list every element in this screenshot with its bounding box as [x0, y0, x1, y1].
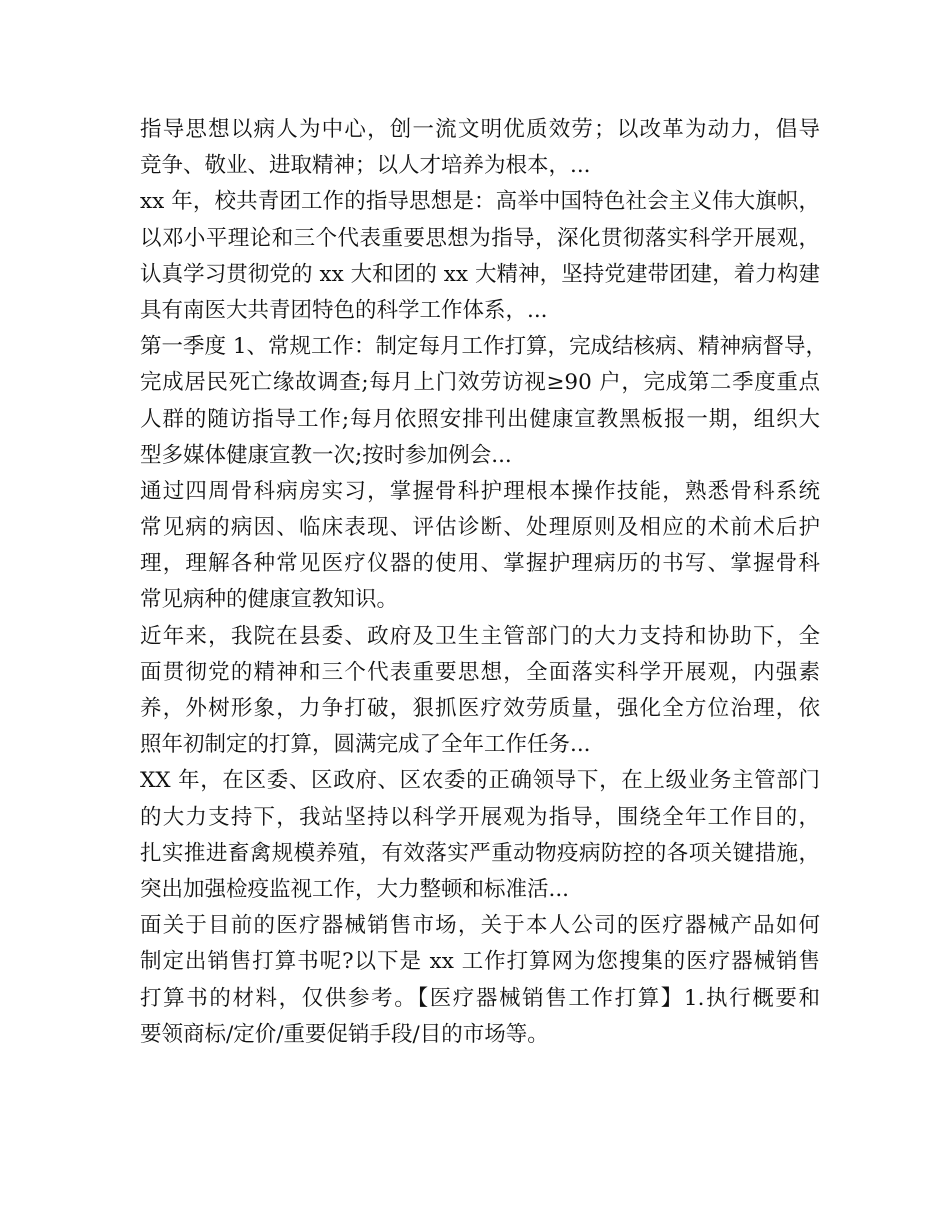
text-line: 突出加强检疫监视工作，大力整顿和标准活... — [140, 876, 570, 902]
text-line: 养，外树形象，力争打破，狠抓医疗效劳质量，强化全方位治理，依 — [140, 696, 820, 721]
text-line: 人群的随访指导工作;每月依照安排刊出健康宣教黑板报一期，组织大 — [140, 406, 820, 432]
text-line: 完成居民死亡缘故调查;每月上门效劳访视≥90 户，完成第二季度重点 — [140, 370, 820, 396]
text-line: 第一季度 1、常规工作：制定每月工作打算，完成结核病、精神病督导， — [140, 334, 828, 360]
text-line: 扎实推进畜禽规模养殖，有效落实严重动物疫病防控的各项关键措施， — [140, 840, 820, 866]
paragraph-4 — [140, 474, 820, 619]
text-line: 通过四周骨科病房实习，掌握骨科护理根本操作技能，熟悉骨科系统 — [140, 478, 820, 504]
text-line: 照年初制定的打算，圆满完成了全年工作任务... — [140, 732, 591, 758]
text-line: 指导思想以病人为中心，创一流文明优质效劳；以改革为动力，倡导 — [140, 117, 820, 142]
paragraph-3 — [140, 329, 828, 474]
text-line: 打算书的材料，仅供参考。【医疗器械销售工作打算】1.执行概要和 — [140, 985, 820, 1011]
text-line: 制定出销售打算书呢?以下是 xx 工作打算网为您搜集的医疗器械销售 — [140, 949, 820, 975]
text-line: XX 年，在区委、区政府、区农委的正确领导下，在上级业务主管部门 — [140, 768, 820, 794]
text-line: xx 年，校共青团工作的指导思想是：高举中国特色社会主义伟大旗帜， — [140, 189, 820, 215]
text-line: 面关于目前的医疗器械销售市场，关于本人公司的医疗器械产品如何 — [140, 913, 820, 939]
text-line: 的大力支持下，我站坚持以科学开展观为指导，围绕全年工作目的， — [140, 804, 820, 830]
text-line: 要领商标/定价/重要促销手段/目的市场等。 — [140, 1021, 549, 1047]
text-line: 竞争、敬业、进取精神；以人才培养为根本，... — [140, 153, 591, 179]
paragraph-6 — [140, 763, 820, 908]
text-line: 以邓小平理论和三个代表重要思想为指导，深化贯彻落实科学开展观， — [140, 225, 820, 251]
paragraph-5 — [140, 619, 820, 764]
text-line: 理，理解各种常见医疗仪器的使用、掌握护理病历的书写、掌握骨科 — [140, 551, 820, 577]
document-body — [140, 112, 828, 1053]
text-line: 型多媒体健康宣教一次;按时参加例会... — [140, 442, 512, 468]
text-line: 常见病种的健康宣教知识。 — [140, 587, 399, 613]
text-line: 认真学习贯彻党的 xx 大和团的 xx 大精神，坚持党建带团建，着力构建 — [140, 261, 820, 287]
paragraph-1 — [140, 112, 820, 184]
text-line: 具有南医大共青团特色的科学工作体系，... — [140, 297, 548, 323]
paragraph-2 — [140, 184, 820, 329]
text-line: 近年来，我院在县委、政府及卫生主管部门的大力支持和协助下，全 — [140, 623, 820, 649]
paragraph-7 — [140, 908, 820, 1053]
text-line: 面贯彻党的精神和三个代表重要思想，全面落实科学开展观，内强素 — [140, 659, 820, 685]
text-line: 常见病的病因、临床表现、评估诊断、处理原则及相应的术前术后护 — [140, 515, 820, 541]
